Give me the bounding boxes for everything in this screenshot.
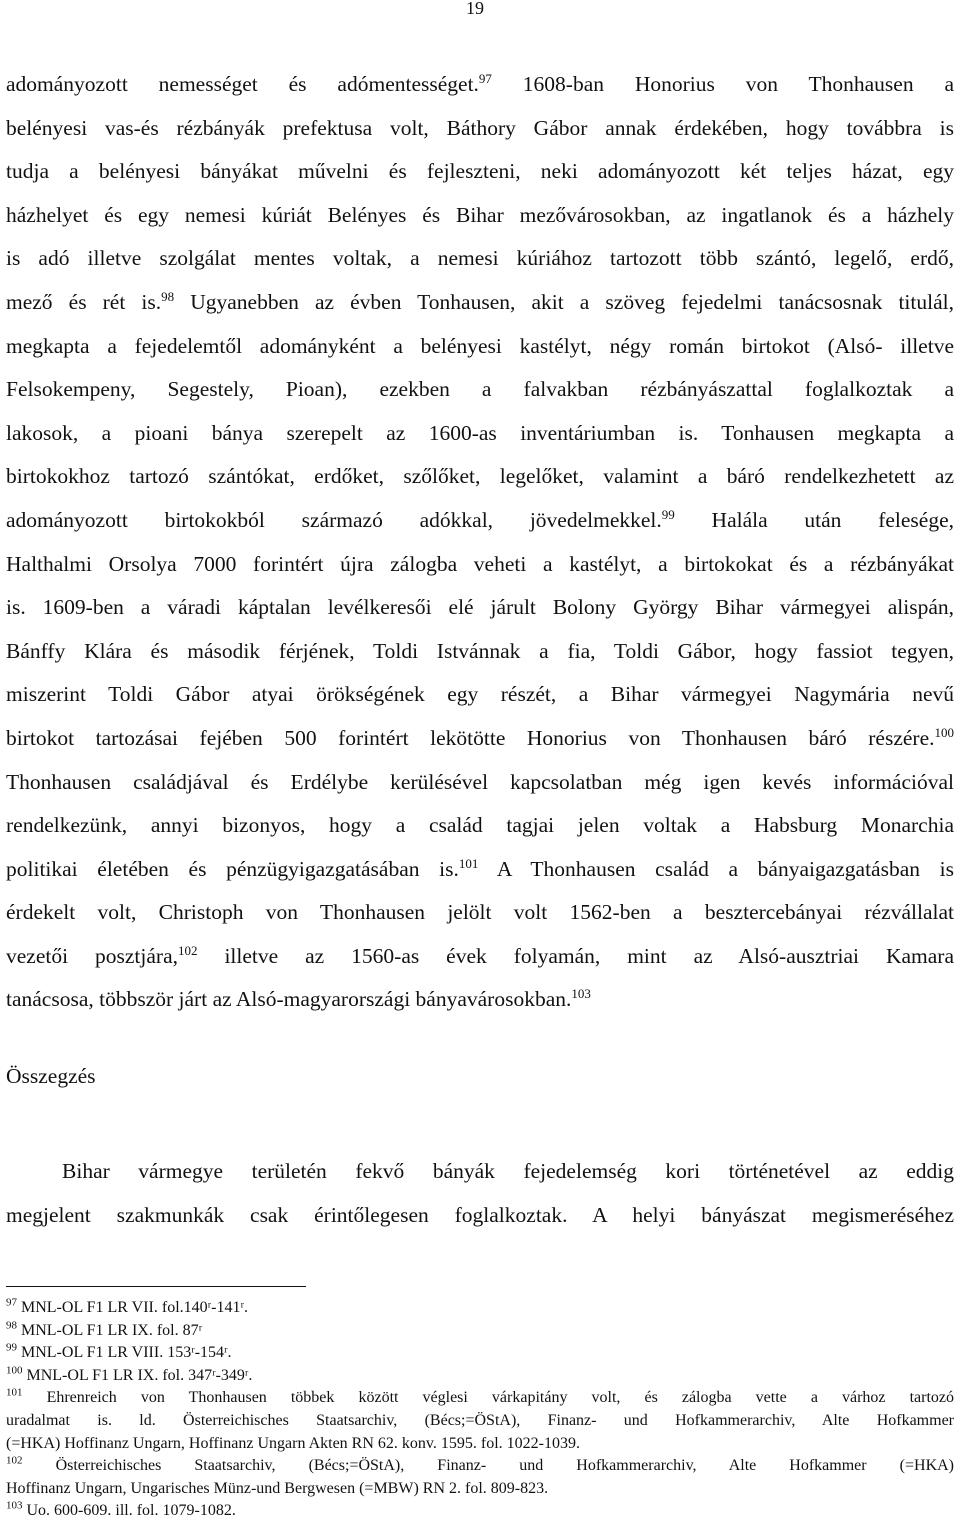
footnote-number: 103 [6,1500,23,1513]
footnote-ref[interactable]: 99 [661,506,675,522]
footnote-text: MNL-OL F1 LR IX. fol. 347ʳ-349ʳ. [26,1366,253,1384]
text-line: rendelkezünk, annyi bizonyos, hogy a család tagjai jelen voltak a Habsburg Monarchia [6,813,954,838]
text-line: Thonhausen családjával és Erdélybe kerülésével kapcsolatban még igen kevés információval [6,769,954,794]
footnote-102-cont: Hoffinanz Ungarn, Ungarisches Münz-und Bergwesen (=MBW) RN 2. fol. 809-823. [6,1479,549,1497]
footnote-99 [6,1342,954,1365]
footnote-101-cont: (=HKA) Hoffinanz Ungarn, Hoffinanz Ungarn Akten RN 62. konv. 1595. fol. 1022-1039. [6,1434,580,1452]
text-line: érdekelt volt, Christoph von Thonhausen jelölt volt 1562-ben a besztercebányai rézvállalat [6,900,954,925]
footnote-101-cont: uradalmat is. ld. Österreichisches Staatsarchiv, (Bécs;=ÖStA), Finanz- und Hofkammerarchiv, Alte Hofkammer [6,1411,954,1429]
footnote-number: 100 [6,1364,23,1377]
text-span: mező és rét is. [6,289,162,314]
text-span: A Thonhausen család a bányaigazgatásban is [496,856,954,881]
text-line: Bihar vármegye területén fekvő bányák fejedelemség kori történetével az eddig [62,1159,954,1183]
footnotes [6,1297,954,1523]
text-line [6,499,954,543]
text-line: birtokokhoz tartozó szántókat, erdőket, szőlőket, legelőket, valamint a báró rendelkezhetett az [6,464,954,489]
footnote-text: Österreichisches Staatsarchiv, (Bécs;=ÖStA), Finanz- und Hofkammerarchiv, Alte Hofkammer (=HKA) [55,1457,955,1475]
footnote-98 [6,1320,954,1343]
footnote-text: MNL-OL F1 LR VIII. 153ʳ-154ʳ. [21,1344,232,1362]
text-line: megkapta a fejedelemtől adományként a belényesi kastélyt, négy román birtokot (Alsó- illetve [6,333,954,358]
text-line: tudja a belényesi bányákat művelni és fejleszteni, neki adományozott két teljes házat, egy [6,159,954,184]
text-line: megjelent szakmunkák csak érintőlegesen foglalkoztak. A helyi bányászat megismeréséhez [6,1203,954,1227]
footnote-101 [6,1387,954,1410]
text-span: politikai életében és pénzügyigazgatásában is. [6,856,459,881]
text-line: miszerint Toldi Gábor atyai örökségének egy részét, a Bihar vármegyei Nagymária nevű [6,682,954,707]
footnote-text: Ehrenreich von Thonhausen többek között véglesi várkapitány volt, és zálogba vette a várhoz tartozó [46,1389,955,1407]
footnote-number: 97 [6,1296,17,1309]
text-line: Felsokempeny, Segestely, Pioan), ezekben a falvakban rézbányászattal foglalkoztak a [6,377,954,402]
text-span: adományozott birtokokból származó adókkal, jövedelmekkel. [6,507,662,532]
footnote-103 [6,1500,954,1523]
footnote-divider [6,1286,306,1287]
footnote-102 [6,1455,954,1478]
text-line [6,63,954,107]
section-heading: Összegzés [6,1064,96,1088]
text-line [6,717,954,761]
text-line: Bánffy Klára és második férjének, Toldi Istvánnak a fia, Toldi Gábor, hogy fassiot tegyen, [6,638,954,663]
summary-paragraph [6,1149,954,1237]
text-line [6,978,954,1022]
text-span: vezetői posztjára, [6,943,178,968]
footnote-text: MNL-OL F1 LR VII. fol.140ʳ-141ʳ. [21,1299,248,1316]
footnote-number: 101 [6,1387,23,1400]
footnote-ref[interactable]: 100 [934,724,954,740]
footnote-number: 99 [6,1341,17,1354]
text-span: 1608-ban Honorius von Thonhausen a [522,72,954,96]
text-span: Ugyanebben az évben Tonhausen, akit a szöveg fejedelmi tanácsosnak titulál, [190,289,954,314]
footnote-ref[interactable]: 97 [478,70,492,86]
footnote-text: MNL-OL F1 LR IX. fol. 87ʳ [21,1321,203,1339]
footnote-ref[interactable]: 103 [571,986,591,1002]
footnote-ref[interactable]: 98 [161,288,175,304]
text-line [6,281,954,325]
footnote-text: Uo. 600-609. ill. fol. 1079-1082. [26,1502,236,1520]
text-line: lakosok, a pioani bánya szerepelt az 1600-as inventáriumban is. Tonhausen megkapta a [6,420,954,445]
text-span: Halála után felesége, [711,507,955,532]
page-number: 19 [466,0,484,18]
footnote-97 [6,1297,954,1320]
text-span: illetve az 1560-as évek folyamán, mint az Alsó-ausztriai Kamara [224,943,954,968]
footnote-number: 102 [6,1454,23,1467]
text-span: birtokot tartozásai fejében 500 forintért lekötötte Honorius von Thonhausen báró részére. [6,725,935,750]
footnote-100 [6,1365,954,1388]
text-line [6,848,954,892]
text-line: házhelyet és egy nemesi kúriát Belényes és Bihar mezővárosokban, az ingatlanok és a házhely [6,202,954,227]
text-line [6,935,954,979]
text-span: tanácsosa, többször járt az Alsó-magyarországi bányavárosokban. [6,987,572,1012]
text-line: is. 1609-ben a váradi káptalan levélkeresői elé járult Bolony György Bihar vármegyei alispán, [6,595,954,620]
text-line: Halthalmi Orsolya 7000 forintért újra zálogba veheti a kastélyt, a birtokokat és a rézbányákat [6,551,954,576]
footnote-ref[interactable]: 102 [178,942,198,958]
text-line: belényesi vas-és rézbányák prefektusa volt, Báthory Gábor annak érdekében, hogy továbbra is [6,115,954,140]
footnote-ref[interactable]: 101 [458,855,479,871]
body-paragraph [6,63,954,1022]
footnote-number: 98 [6,1319,17,1332]
text-line: is adó illetve szolgálat mentes voltak, a nemesi kúriához tartozott több szántó, legelő, erdő, [6,246,954,271]
text-span: adományozott nemességet és adómentességet. [6,72,479,96]
